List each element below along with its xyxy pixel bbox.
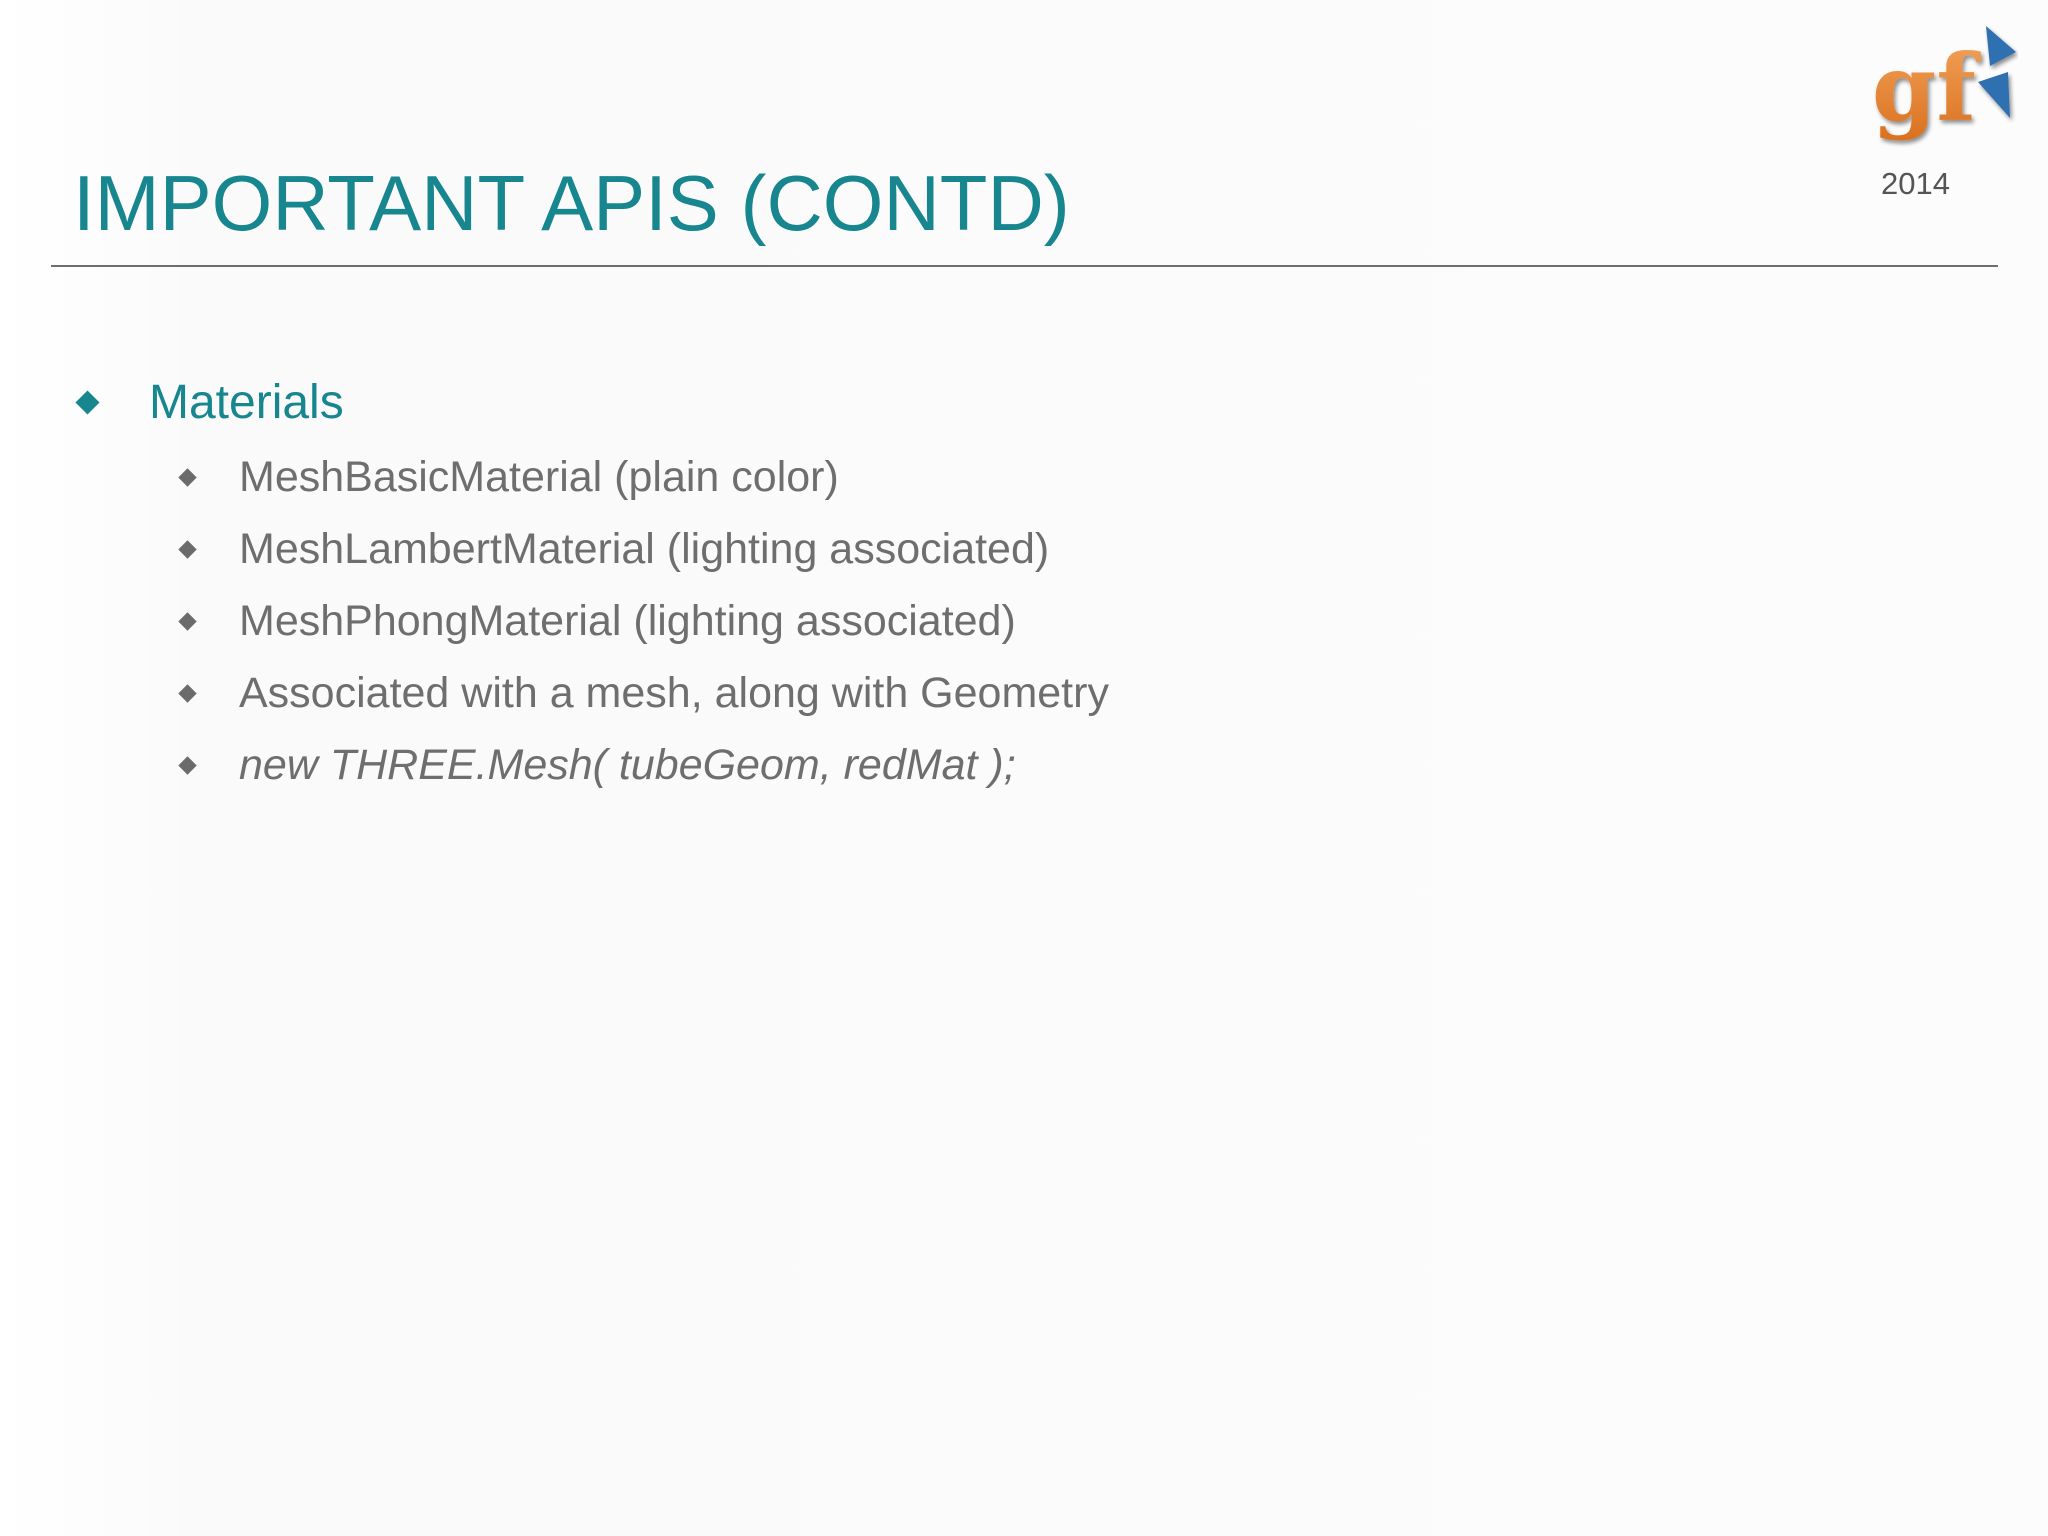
sub-bullet-item	[177, 591, 1016, 651]
sub-bullet-text: MeshLambertMaterial (lighting associated)	[239, 524, 1050, 573]
bullet-item-materials	[75, 372, 344, 432]
diamond-bullet-icon	[75, 390, 99, 414]
sub-bullet-text: MeshPhongMaterial (lighting associated)	[239, 596, 1016, 645]
year-label: 2014	[1881, 166, 1950, 201]
sub-bullet-item	[177, 447, 839, 507]
slide-title: IMPORTANT APIS (CONTD)	[73, 159, 1070, 247]
sub-bullet-text: Associated with a mesh, along with Geometry	[239, 668, 1109, 717]
diamond-bullet-icon	[178, 612, 196, 630]
sub-bullet-item-code	[177, 735, 1016, 795]
sub-bullet-item	[177, 519, 1050, 579]
gf-logo	[1868, 22, 2018, 162]
diamond-bullet-icon	[178, 756, 196, 774]
sub-bullet-text: MeshBasicMaterial (plain color)	[239, 452, 839, 501]
diamond-bullet-icon	[178, 684, 196, 702]
code-example-text: new THREE.Mesh( tubeGeom, redMat );	[239, 740, 1016, 789]
title-divider	[51, 265, 1998, 267]
sub-bullet-item	[177, 663, 1109, 723]
gf-logo-graphic	[1868, 22, 2018, 162]
diamond-bullet-icon	[178, 468, 196, 486]
bullet-text: Materials	[149, 375, 344, 429]
gf-letters: gf	[1872, 34, 1976, 142]
diamond-bullet-icon	[178, 540, 196, 558]
